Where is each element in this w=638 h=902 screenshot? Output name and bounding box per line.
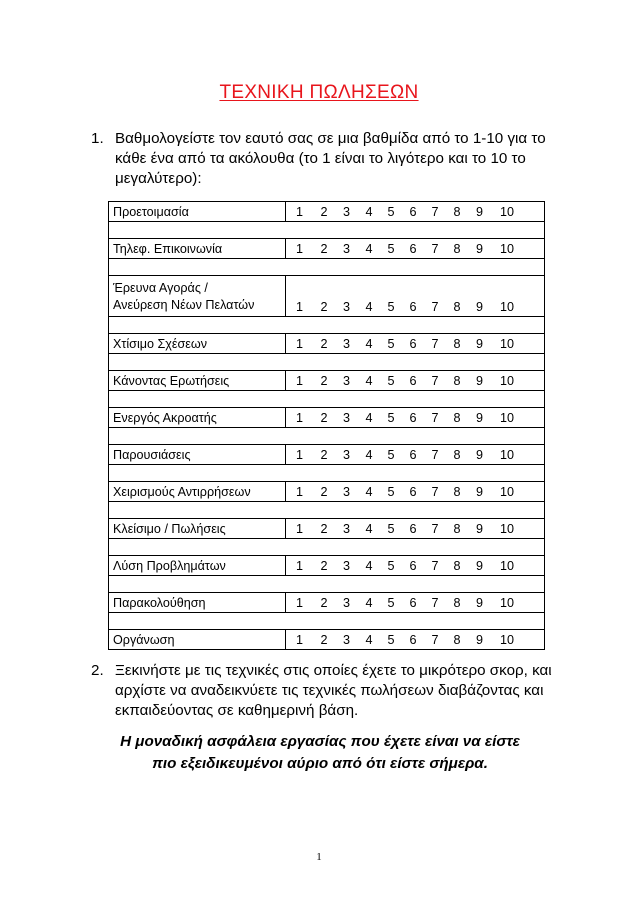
spacer-cell (109, 465, 545, 482)
rating-option[interactable]: 9 (475, 484, 483, 499)
rating-option[interactable]: 5 (387, 336, 395, 351)
rating-option[interactable]: 7 (431, 595, 439, 610)
rating-option[interactable]: 5 (387, 632, 395, 647)
rating-option[interactable]: 6 (409, 521, 417, 536)
rating-option[interactable]: 6 (409, 410, 417, 425)
rating-option[interactable]: 4 (365, 410, 373, 425)
rating-option[interactable]: 6 (409, 447, 417, 462)
rating-option[interactable]: 8 (453, 632, 461, 647)
skill-label: Παρουσιάσεις (109, 445, 286, 465)
spacer-cell (109, 613, 545, 630)
rating-option[interactable]: 1 (295, 632, 303, 647)
rating-option[interactable]: 6 (409, 373, 417, 388)
rating-option[interactable]: 10 (499, 521, 514, 536)
rating-option[interactable]: 6 (409, 241, 417, 256)
rating-option[interactable]: 1 (295, 410, 303, 425)
skill-row (109, 239, 545, 259)
spacer-row (109, 391, 545, 408)
skill-label: Χειρισμούς Αντιρρήσεων (109, 482, 286, 502)
rating-option[interactable]: 10 (499, 410, 514, 425)
rating-option[interactable]: 7 (431, 484, 439, 499)
skill-label: Οργάνωση (109, 630, 286, 650)
rating-option[interactable]: 2 (320, 632, 328, 647)
rating-option[interactable]: 6 (409, 558, 417, 573)
rating-option[interactable]: 1 (295, 300, 303, 314)
rating-option[interactable]: 1 (295, 373, 303, 388)
rating-option[interactable]: 9 (475, 336, 483, 351)
rating-option[interactable]: 7 (431, 558, 439, 573)
rating-option[interactable]: 10 (499, 632, 514, 647)
skill-row (109, 445, 545, 465)
rating-option[interactable]: 5 (387, 447, 395, 462)
rating-option[interactable]: 5 (387, 373, 395, 388)
rating-option[interactable]: 10 (499, 204, 514, 219)
rating-option[interactable]: 7 (431, 410, 439, 425)
skill-row (109, 593, 545, 613)
rating-option[interactable]: 3 (342, 336, 350, 351)
question-2-number: 2. (91, 662, 104, 679)
rating-option[interactable]: 4 (365, 447, 373, 462)
skill-label (109, 276, 286, 317)
rating-option[interactable]: 3 (342, 595, 350, 610)
rating-option[interactable]: 10 (499, 558, 514, 573)
rating-option[interactable]: 7 (431, 521, 439, 536)
skill-label: Ενεργός Ακροατής (109, 408, 286, 428)
rating-option[interactable]: 1 (295, 558, 303, 573)
rating-option[interactable]: 8 (453, 336, 461, 351)
skill-label: Παρακολούθηση (109, 593, 286, 613)
rating-option[interactable]: 8 (453, 204, 461, 219)
rating-option[interactable]: 4 (365, 484, 373, 499)
rating-option[interactable]: 10 (499, 300, 514, 314)
rating-option[interactable]: 9 (475, 204, 483, 219)
question-2 (93, 661, 563, 721)
spacer-cell (109, 428, 545, 445)
rating-option[interactable]: 2 (320, 373, 328, 388)
spacer-cell (109, 539, 545, 556)
motto-text: Η μοναδική ασφάλεια εργασίας που έχετε είναι να είστε πιο εξειδικευμένοι αύριο από ότι είστε σήμερα. (120, 733, 520, 772)
document-title (0, 82, 638, 104)
spacer-row (109, 502, 545, 519)
rating-option[interactable]: 9 (475, 521, 483, 536)
question-1-number: 1. (91, 130, 104, 147)
skill-row (109, 482, 545, 502)
rating-option[interactable]: 2 (320, 447, 328, 462)
rating-option[interactable]: 10 (499, 484, 514, 499)
rating-option[interactable]: 8 (453, 447, 461, 462)
rating-option[interactable]: 4 (365, 373, 373, 388)
skill-label-line: Έρευνα Αγοράς / (113, 281, 208, 295)
title-text: ΤΕΧΝΙΚΗ ΠΩΛΗΣΕΩΝ (219, 82, 419, 103)
skill-label: Χτίσιμο Σχέσεων (109, 334, 286, 354)
rating-option[interactable]: 7 (431, 300, 439, 314)
spacer-cell (109, 391, 545, 408)
rating-option[interactable]: 2 (320, 410, 328, 425)
rating-option[interactable]: 3 (342, 521, 350, 536)
rating-option[interactable]: 9 (475, 632, 483, 647)
rating-option[interactable]: 3 (342, 447, 350, 462)
rating-option[interactable]: 9 (475, 241, 483, 256)
rating-option[interactable]: 8 (453, 410, 461, 425)
rating-option[interactable]: 4 (365, 632, 373, 647)
rating-option[interactable]: 2 (320, 300, 328, 314)
rating-option[interactable]: 3 (342, 410, 350, 425)
rating-option[interactable]: 8 (453, 595, 461, 610)
rating-option[interactable]: 3 (342, 241, 350, 256)
skill-row (109, 334, 545, 354)
rating-option[interactable]: 1 (295, 204, 303, 219)
skill-row (109, 202, 545, 222)
rating-option[interactable]: 10 (499, 336, 514, 351)
rating-option[interactable]: 7 (431, 204, 439, 219)
rating-scale (286, 202, 545, 222)
skill-label: Κάνοντας Ερωτήσεις (109, 371, 286, 391)
rating-option[interactable]: 5 (387, 204, 395, 219)
rating-option[interactable]: 10 (499, 241, 514, 256)
rating-option[interactable]: 1 (295, 241, 303, 256)
rating-option[interactable]: 7 (431, 447, 439, 462)
rating-scale (286, 239, 545, 259)
rating-option[interactable]: 5 (387, 595, 395, 610)
spacer-row (109, 576, 545, 593)
rating-option[interactable]: 6 (409, 300, 417, 314)
question-1 (93, 129, 563, 189)
spacer-cell (109, 317, 545, 334)
rating-option[interactable]: 6 (409, 632, 417, 647)
rating-table (108, 201, 545, 650)
rating-option[interactable]: 4 (365, 204, 373, 219)
rating-option[interactable]: 9 (475, 410, 483, 425)
skill-row (109, 408, 545, 428)
rating-scale (286, 556, 545, 576)
rating-option[interactable]: 3 (342, 204, 350, 219)
rating-scale (286, 371, 545, 391)
rating-scale (286, 593, 545, 613)
skill-label: Τηλεφ. Επικοινωνία (109, 239, 286, 259)
rating-option[interactable]: 3 (342, 632, 350, 647)
rating-option[interactable]: 3 (342, 300, 350, 314)
spacer-row (109, 465, 545, 482)
rating-option[interactable]: 9 (475, 595, 483, 610)
rating-option[interactable]: 8 (453, 300, 461, 314)
rating-option[interactable]: 5 (387, 410, 395, 425)
rating-option[interactable]: 1 (295, 595, 303, 610)
rating-option[interactable]: 1 (295, 447, 303, 462)
rating-option[interactable]: 4 (365, 521, 373, 536)
rating-scale (286, 519, 545, 539)
rating-option[interactable]: 5 (387, 558, 395, 573)
rating-option[interactable]: 3 (342, 558, 350, 573)
rating-option[interactable]: 2 (320, 595, 328, 610)
rating-option[interactable]: 6 (409, 595, 417, 610)
rating-scale (286, 334, 545, 354)
rating-option[interactable]: 2 (320, 521, 328, 536)
rating-option[interactable]: 9 (475, 300, 483, 314)
rating-option[interactable]: 1 (295, 484, 303, 499)
spacer-row (109, 354, 545, 371)
spacer-cell (109, 259, 545, 276)
skill-row (109, 519, 545, 539)
rating-option[interactable]: 5 (387, 484, 395, 499)
rating-option[interactable]: 1 (295, 336, 303, 351)
rating-scale (286, 408, 545, 428)
rating-option[interactable]: 6 (409, 484, 417, 499)
rating-scale (286, 630, 545, 650)
rating-option[interactable]: 8 (453, 373, 461, 388)
spacer-row (109, 222, 545, 239)
rating-option[interactable]: 4 (365, 595, 373, 610)
spacer-cell (109, 354, 545, 371)
rating-option[interactable]: 2 (320, 336, 328, 351)
rating-option[interactable]: 1 (295, 521, 303, 536)
skill-label: Κλείσιμο / Πωλήσεις (109, 519, 286, 539)
rating-option[interactable]: 9 (475, 558, 483, 573)
page-number: 1 (316, 851, 322, 863)
rating-option[interactable]: 4 (365, 241, 373, 256)
rating-option[interactable]: 2 (320, 241, 328, 256)
rating-option[interactable]: 5 (387, 521, 395, 536)
rating-option[interactable]: 8 (453, 484, 461, 499)
rating-option[interactable]: 6 (409, 336, 417, 351)
skill-label: Λύση Προβλημάτων (109, 556, 286, 576)
spacer-row (109, 428, 545, 445)
rating-option[interactable]: 4 (365, 558, 373, 573)
skill-label: Προετοιμασία (109, 202, 286, 222)
rating-scale (286, 276, 545, 317)
rating-option[interactable]: 2 (320, 484, 328, 499)
rating-option[interactable]: 7 (431, 241, 439, 256)
rating-option[interactable]: 8 (453, 521, 461, 536)
spacer-row (109, 259, 545, 276)
rating-option[interactable]: 4 (365, 336, 373, 351)
rating-table-body (109, 202, 545, 650)
rating-scale (286, 482, 545, 502)
rating-option[interactable]: 7 (431, 632, 439, 647)
rating-option[interactable]: 2 (320, 558, 328, 573)
rating-scale (286, 445, 545, 465)
rating-option[interactable]: 8 (453, 241, 461, 256)
rating-option[interactable]: 5 (387, 300, 395, 314)
rating-option[interactable]: 10 (499, 595, 514, 610)
spacer-row (109, 613, 545, 630)
rating-option[interactable]: 9 (475, 447, 483, 462)
spacer-cell (109, 222, 545, 239)
skill-row (109, 276, 545, 317)
spacer-cell (109, 576, 545, 593)
rating-option[interactable]: 3 (342, 484, 350, 499)
skill-row (109, 556, 545, 576)
spacer-cell (109, 502, 545, 519)
rating-option[interactable]: 10 (499, 373, 514, 388)
rating-option[interactable]: 5 (387, 241, 395, 256)
rating-option[interactable]: 7 (431, 373, 439, 388)
rating-option[interactable]: 4 (365, 300, 373, 314)
skill-label-line: Ανεύρεση Νέων Πελατών (113, 298, 255, 312)
skill-row (109, 371, 545, 391)
rating-option[interactable]: 9 (475, 373, 483, 388)
question-2-text: Ξεκινήστε με τις τεχνικές στις οποίες έχετε το μικρότερο σκορ, και αρχίστε να αναδεικνύετε τις τεχνικές πωλήσεων διαβάζοντας και εκπαιδεύοντας σε καθημερινή βάση. (115, 662, 552, 719)
rating-option[interactable]: 2 (320, 204, 328, 219)
rating-option[interactable]: 10 (499, 447, 514, 462)
rating-option[interactable]: 6 (409, 204, 417, 219)
rating-option[interactable]: 3 (342, 373, 350, 388)
spacer-row (109, 317, 545, 334)
rating-option[interactable]: 7 (431, 336, 439, 351)
rating-option[interactable]: 8 (453, 558, 461, 573)
skill-row (109, 630, 545, 650)
question-1-text: Βαθμολογείστε τον εαυτό σας σε μια βαθμίδα από το 1-10 για το κάθε ένα από τα ακόλουθα (το 1 είναι το λιγότερο και το 10 το μεγαλύτερο): (115, 130, 546, 187)
spacer-row (109, 539, 545, 556)
